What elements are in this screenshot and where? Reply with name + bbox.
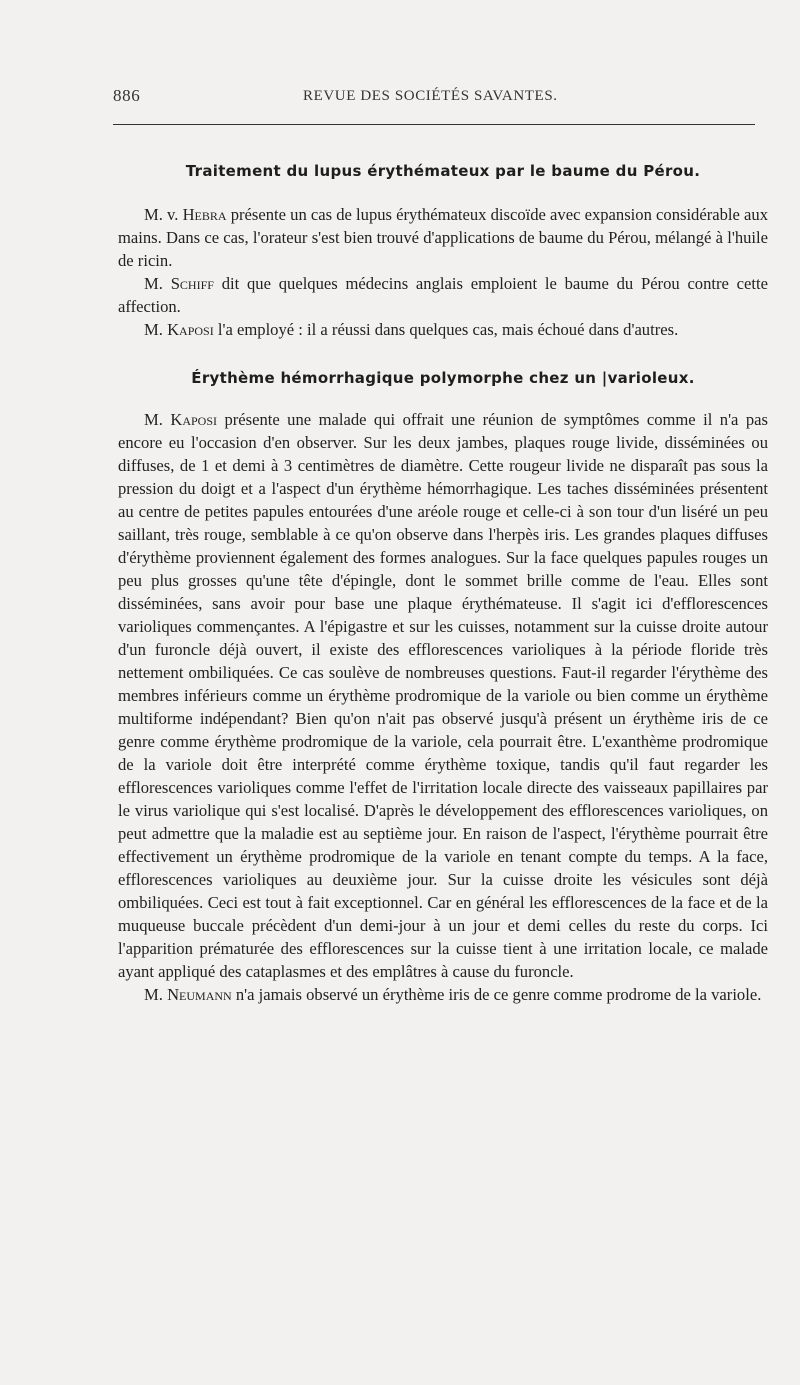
article-body — [118, 160, 768, 1006]
speaker-name: Neumann — [167, 985, 232, 1004]
speaker-name: Hebra — [182, 205, 227, 224]
page-number: 886 — [113, 86, 141, 105]
paragraph-schiff: M. Schiff dit que quelques médecins anglais emploient le baume du Pérou contre cette affection. — [118, 274, 768, 316]
header-rule — [113, 124, 755, 125]
speaker-name: Kaposi — [170, 410, 218, 429]
paragraph-kaposi-1: M. Kaposi l'a employé : il a réussi dans quelques cas, mais échoué dans d'autres. — [144, 320, 679, 339]
speaker-name: Schiff — [170, 274, 214, 293]
paragraph-neumann: M. Neumann n'a jamais observé un érythème iris de ce genre comme prodrome de la variole. — [144, 985, 762, 1004]
paragraph-hebra: M. v. Hebra présente un cas de lupus érythémateux discoïde avec expansion considérable aux mains. Dans ce cas, l'orateur s'est bien trouvé d'applications de baume du Pérou, mélangé à l'huile de ricin. — [118, 205, 768, 270]
paragraph-kaposi-2: M. Kaposi présente une malade qui offrait une réunion de symptômes comme il n'a pas encore eu l'occasion d'en observer. Sur les deux jambes, plaques rouge livide, disséminées ou diffuses, de 1 et demi à 3 centimètres de diamètre. Cette rougeur livide ne disparaît pas sous la pression du doigt et a l'aspect d'un érythème hémorrhagique. Les taches disséminées présentent au centre de petites papules entourées d'une aréole rouge et celle-ci à son tour d'un liséré un peu saillant, très rouge, semblable à ce qu'on observe dans l'herpès iris. Les grandes plaques diffuses d'érythème proviennent également des formes analogues. Sur la face quelques papules rouges un peu plus grosses qu'une tête d'épingle, dont le sommet brille comme de l'eau. Elles sont disséminées, sans avoir pour base une plaque érythémateuse. Il s'agit ici d'efflorescences varioliques commençantes. A l'épigastre et sur les cuisses, notamment sur la cuisse droite autour d'un furoncle déjà ouvert, il existe des efflorescences varioliques à la période floride très nettement ombiliquées. Ce cas soulève de nombreuses questions. Faut-il regarder l'érythème des membres inférieurs comme un érythème prodromique de la variole ou bien comme un érythème multiforme indépendant? Bien qu'on n'ait pas observé jusqu'à présent un érythème iris de ce genre comme érythème prodromique de la variole, cela pourrait être. L'exanthème prodromique de la variole doit être interprété comme érythème toxique, tandis qu'il faut regarder les efflorescences varioliques comme l'effet de l'irritation locale directe des vaisseaux papillaires par le virus variolique qui s'est localisé. D'après le développement des efflorescences varioliques, on peut admettre que la maladie est au septième jour. En raison de l'aspect, l'érythème pourrait être effectivement un érythème prodromique de la variole en tenant compte du temps. A la face, efflorescences varioliques au deuxième jour. Sur la cuisse droite les vésicules sont déjà ombiliquées. Ceci est tout à fait exceptionnel. Car en général les efflorescences de la face et de la muqueuse buccale précèdent d'un demi-jour à un jour et demi celles du reste du corps. Ici l'apparition prématurée des efflorescences sur la cuisse tient à une irritation locale, ce malade ayant appliqué des cataplasmes et des emplâtres à cause du furoncle. — [118, 410, 768, 981]
section-heading-lupus: Traitement du lupus érythémateux par le baume du Pérou. — [185, 162, 701, 180]
running-title: REVUE DES SOCIÉTÉS SAVANTES. — [303, 88, 558, 104]
section-heading-erytheme: Érythème hémorrhagique polymorphe chez un |varioleux. — [191, 369, 695, 387]
speaker-name: Kaposi — [167, 320, 214, 339]
